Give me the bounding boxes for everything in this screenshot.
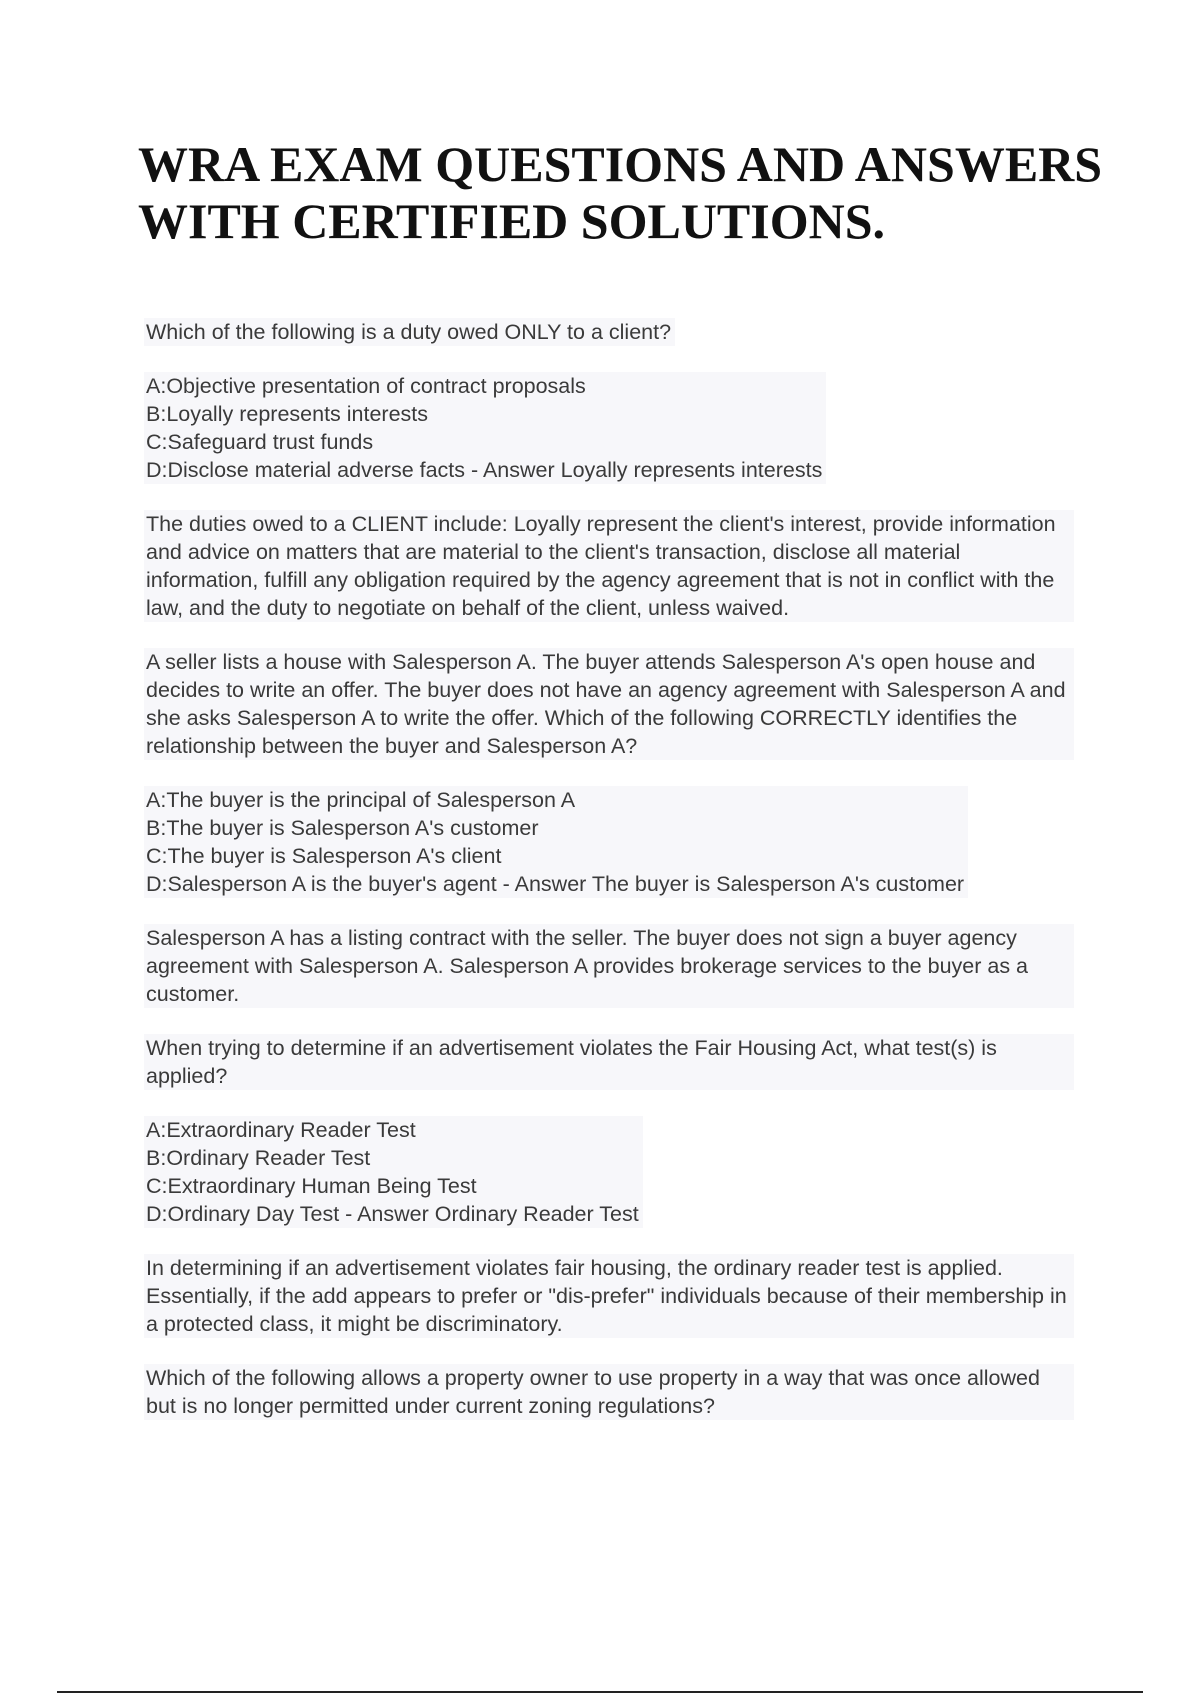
- explanation-2: Salesperson A has a listing contract with the seller. The buyer does not sign a buyer agency agreement with Salesperson A. Salesperson A provides brokerage services to the buyer as a customer.: [146, 926, 1029, 1006]
- question-text: [144, 1034, 1074, 1090]
- answer-options: [144, 372, 826, 484]
- question-text: [144, 648, 1074, 760]
- explanation-text: [144, 924, 1074, 1008]
- question-text: [144, 318, 675, 346]
- option-b: B:Ordinary Reader Test: [146, 1146, 371, 1170]
- question-4: Which of the following allows a property owner to use property in a way that was once allowed but is no longer permitted under current zoning regulations?: [146, 1366, 1040, 1418]
- document-body: [144, 318, 1074, 1446]
- question-text: [144, 1364, 1074, 1420]
- option-c: C:Safeguard trust funds: [146, 430, 374, 454]
- option-a: A:Objective presentation of contract proposals: [146, 374, 586, 398]
- option-d-with-answer: D:Disclose material adverse facts - Answer Loyally represents interests: [146, 458, 823, 482]
- explanation-3: In determining if an advertisement violates fair housing, the ordinary reader test is applied. Essentially, if the add appears to prefer or "dis-prefer" individuals because of their membership in a protected class, it might be discriminatory.: [146, 1256, 1067, 1336]
- question-3: When trying to determine if an advertisement violates the Fair Housing Act, what test(s) is applied?: [146, 1036, 997, 1088]
- question-2: A seller lists a house with Salesperson A. The buyer attends Salesperson A's open house and decides to write an offer. The buyer does not have an agency agreement with Salesperson A and she asks Salesperson A to write the offer. Which of the following CORRECTLY identifies the relationship between the buyer and Salesperson A?: [146, 650, 1066, 758]
- option-b: B:Loyally represents interests: [146, 402, 429, 426]
- answer-options: [144, 1116, 643, 1228]
- page-bottom-rule: [57, 1691, 1143, 1693]
- option-a: A:Extraordinary Reader Test: [146, 1118, 416, 1142]
- explanation-1: The duties owed to a CLIENT include: Loyally represent the client's interest, provide information and advice on matters that are material to the client's transaction, disclose all material information, fulfill any obligation required by the agency agreement that is not in conflict with the law, and the duty to negotiate on behalf of the client, unless waived.: [146, 512, 1056, 620]
- option-c: C:The buyer is Salesperson A's client: [146, 844, 502, 868]
- document-title: WRA EXAM QUESTIONS AND ANSWERS WITH CERTIFIED SOLUTIONS.: [138, 136, 1103, 249]
- option-b: B:The buyer is Salesperson A's customer: [146, 816, 539, 840]
- option-d-with-answer: D:Salesperson A is the buyer's agent - Answer The buyer is Salesperson A's customer: [146, 872, 965, 896]
- answer-options: [144, 786, 968, 898]
- question-1: Which of the following is a duty owed ONLY to a client?: [146, 320, 672, 344]
- explanation-text: [144, 510, 1074, 622]
- option-d-with-answer: D:Ordinary Day Test - Answer Ordinary Reader Test: [146, 1202, 639, 1226]
- option-a: A:The buyer is the principal of Salesperson A: [146, 788, 576, 812]
- explanation-text: [144, 1254, 1074, 1338]
- option-c: C:Extraordinary Human Being Test: [146, 1174, 477, 1198]
